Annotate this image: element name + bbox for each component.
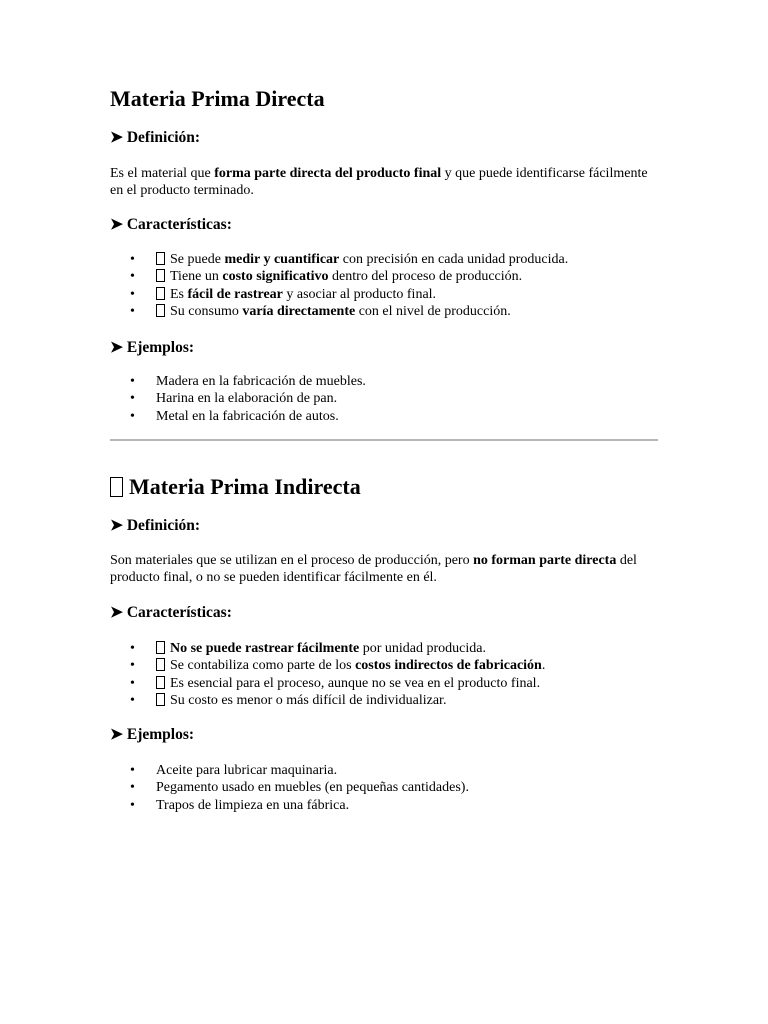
- item-post: con el nivel de producción.: [355, 303, 511, 319]
- list-item: [110, 286, 568, 303]
- item-text: Harina en la elaboración de pan.: [156, 391, 338, 407]
- item-post: con precisión en cada unidad producida.: [339, 252, 569, 267]
- section1-definicion-heading: ➤ Definición:: [110, 129, 201, 146]
- list-item: [110, 797, 469, 814]
- missing-glyph-icon: [156, 304, 165, 317]
- list-item: [110, 675, 545, 692]
- bullet: •: [130, 658, 135, 674]
- item-bold: varía directamente: [242, 303, 356, 319]
- section2-ejemplos-list: [110, 762, 469, 814]
- section2-title: [110, 474, 361, 500]
- list-item: [110, 268, 568, 285]
- item-bold: costos indirectos de fabricación: [355, 658, 542, 674]
- bullet: •: [130, 303, 135, 319]
- bullet: •: [130, 391, 135, 407]
- item-post: dentro del proceso de producción.: [328, 269, 523, 285]
- list-item: [110, 692, 545, 709]
- item-pre: Su costo es menor o más difícil de individualizar.: [170, 692, 447, 708]
- item-post: .: [541, 658, 546, 674]
- item-pre: Es esencial para el proceso, aunque no se vea en el producto final.: [170, 675, 541, 691]
- section2-caracteristicas-heading: ➤ Características:: [110, 604, 232, 621]
- definicion-pre: Es el material que: [110, 166, 215, 181]
- item-text: Trapos de limpieza en una fábrica.: [156, 797, 350, 813]
- bullet: •: [130, 286, 135, 302]
- item-pre: Su consumo: [170, 303, 243, 319]
- bullet: •: [130, 797, 135, 813]
- item-bold: costo significativo: [222, 269, 329, 285]
- bullet: •: [130, 763, 135, 778]
- missing-glyph-icon: [156, 287, 165, 300]
- item-pre: Se contabiliza como parte de los: [170, 658, 356, 674]
- bullet: •: [130, 374, 135, 389]
- section1-title: Materia Prima Directa: [110, 86, 325, 111]
- list-item: [110, 251, 568, 268]
- definicion-pre: Son materiales que se utilizan en el proceso de producción, pero: [110, 553, 474, 568]
- section2-title-text: Materia Prima Indirecta: [129, 474, 361, 499]
- missing-glyph-icon: [156, 641, 165, 654]
- definicion-post: del producto final, o no se pueden identificar fácilmente en él.: [110, 553, 637, 585]
- list-item: [110, 390, 366, 407]
- list-item: [110, 303, 568, 320]
- missing-glyph-icon: [156, 658, 165, 671]
- list-item: [110, 373, 366, 390]
- bullet: •: [130, 408, 135, 424]
- item-bold: fácil de rastrear: [187, 286, 283, 302]
- bullet: •: [130, 641, 135, 656]
- section2-definicion-text: [110, 552, 658, 586]
- definicion-bold: forma parte directa del producto final: [214, 166, 442, 181]
- item-pre: Es: [170, 286, 188, 302]
- item-text: Pegamento usado en muebles (en pequeñas cantidades).: [156, 780, 469, 796]
- missing-glyph-icon: [156, 676, 165, 689]
- item-text: Metal en la fabricación de autos.: [156, 408, 339, 424]
- section1-definicion-text: [110, 165, 658, 199]
- section2-caracteristicas-list: [110, 640, 545, 709]
- list-item: [110, 640, 545, 657]
- bullet: •: [130, 252, 135, 267]
- definicion-post: y que puede identificarse fácilmente en el producto terminado.: [110, 166, 648, 198]
- item-bold: No se puede rastrear fácilmente: [170, 641, 360, 656]
- list-item: [110, 779, 469, 796]
- missing-glyph-icon: [156, 269, 165, 282]
- item-post: y asociar al producto final.: [282, 286, 437, 302]
- bullet: •: [130, 269, 135, 285]
- item-bold: medir y cuantificar: [224, 252, 340, 267]
- section-divider: [110, 439, 658, 441]
- section1-ejemplos-heading: ➤ Ejemplos:: [110, 339, 195, 356]
- missing-glyph-icon: [110, 477, 123, 497]
- bullet: •: [130, 780, 135, 796]
- section1-caracteristicas-list: [110, 251, 568, 320]
- item-pre: Se puede: [170, 252, 225, 267]
- list-item: [110, 657, 545, 674]
- list-item: [110, 762, 469, 779]
- item-text: Aceite para lubricar maquinaria.: [156, 763, 338, 778]
- section1-caracteristicas-heading: ➤ Características:: [110, 216, 232, 233]
- bullet: •: [130, 675, 135, 691]
- definicion-bold: no forman parte directa: [473, 553, 617, 568]
- section2-ejemplos-heading: ➤ Ejemplos:: [110, 726, 195, 743]
- missing-glyph-icon: [156, 252, 165, 265]
- bullet: •: [130, 692, 135, 708]
- item-post: por unidad producida.: [359, 641, 486, 656]
- list-item: [110, 408, 366, 425]
- missing-glyph-icon: [156, 693, 165, 706]
- section2-definicion-heading: ➤ Definición:: [110, 517, 201, 534]
- section1-ejemplos-list: [110, 373, 366, 425]
- item-text: Madera en la fabricación de muebles.: [156, 374, 366, 389]
- item-pre: Tiene un: [170, 269, 223, 285]
